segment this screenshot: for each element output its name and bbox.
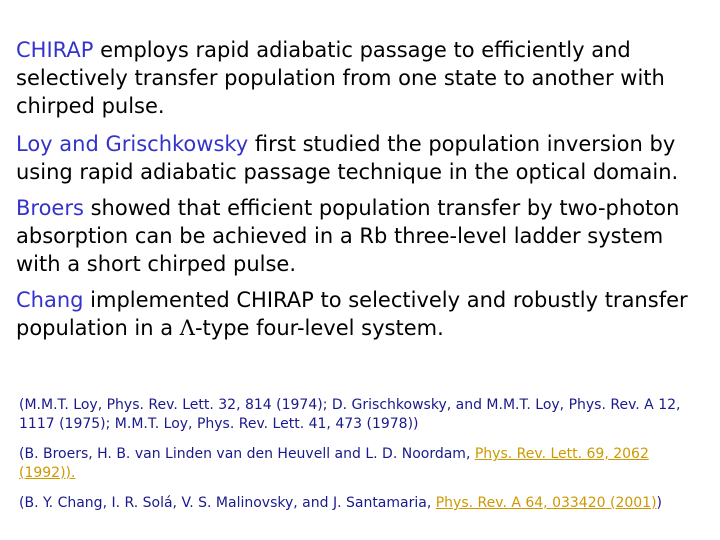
reference-loy (19, 396, 709, 434)
reference-tail: ) (656, 495, 662, 511)
reference-broers (19, 445, 709, 483)
paragraph-text: employs rapid adiabatic passage to efficiently and selectively transfer population from one state to another with chirped pulse. (16, 38, 665, 118)
reference-text: (M.M.T. Loy, Phys. Rev. Lett. 32, 814 (1974); D. Grischkowsky, and M.M.T. Loy, Phys. Rev. A 12, 1117 (1975); M.M.T. Loy, Phys. Rev. Lett. 41, 473 (1978)) (19, 397, 681, 432)
paragraph-text: implemented CHIRAP to selectively and robustly transfer population in a (16, 288, 688, 340)
reference-link-chang[interactable]: Phys. Rev. A 64, 033420 (2001) (435, 495, 657, 511)
highlight-broers: Broers (16, 196, 84, 220)
paragraph-chirap (16, 36, 706, 120)
reference-text: (B. Broers, H. B. van Linden van den Heuvell and L. D. Noordam, (19, 446, 475, 462)
slide-body (16, 36, 706, 350)
references (19, 396, 709, 524)
highlight-chirap: CHIRAP (16, 38, 94, 62)
reference-chang (19, 494, 709, 513)
paragraph-broers (16, 194, 706, 278)
reference-link-broers[interactable]: Phys. Rev. Lett. 69, 2062 (1992)). (19, 446, 649, 481)
paragraph-text: first studied the population inversion by using rapid adiabatic passage technique in the optical domain. (16, 132, 679, 184)
highlight-loy-grischkowsky: Loy and Grischkowsky (16, 132, 249, 156)
highlight-chang: Chang (16, 288, 84, 312)
paragraph-text: showed that efficient population transfer by two-photon absorption can be achieved in a Rb three-level ladder system with a short chirped pulse. (16, 196, 680, 276)
lambda-symbol: Λ (179, 316, 195, 340)
paragraph-text: -type four-level system. (194, 316, 444, 340)
paragraph-loy-grischkowsky (16, 130, 706, 186)
reference-text: (B. Y. Chang, I. R. Solá, V. S. Malinovsky, and J. Santamaria, (19, 495, 436, 511)
paragraph-chang (16, 286, 706, 342)
